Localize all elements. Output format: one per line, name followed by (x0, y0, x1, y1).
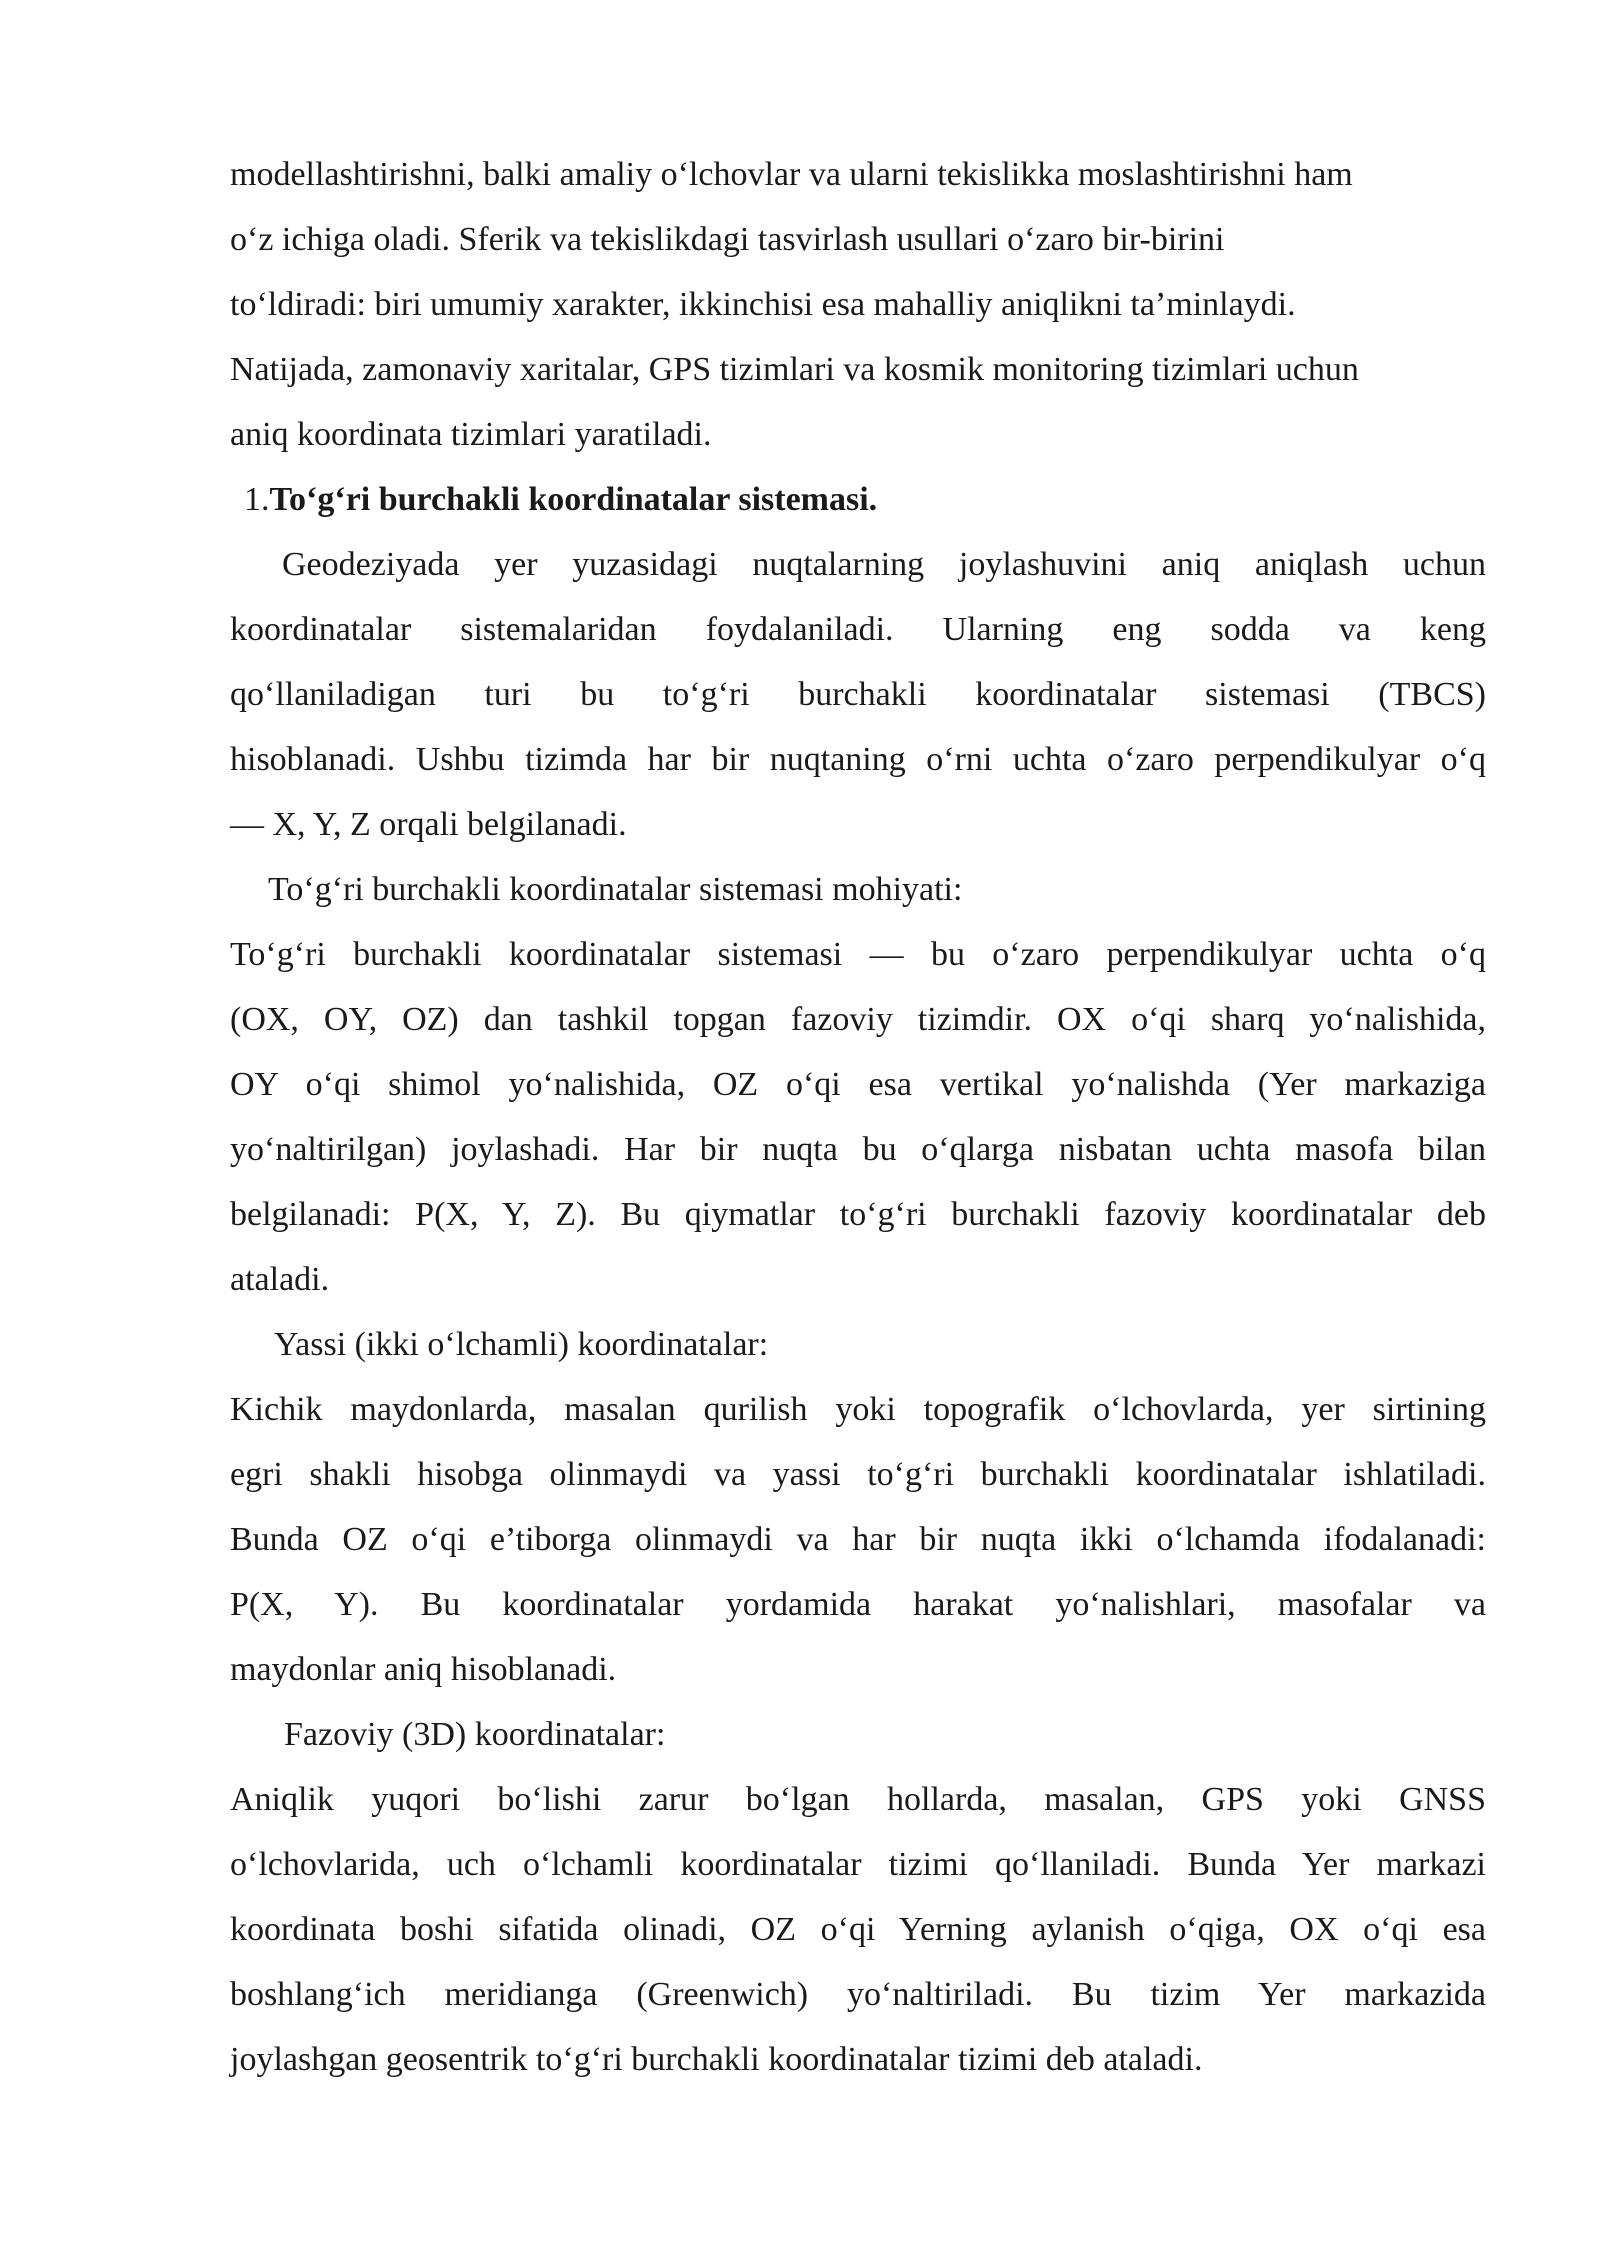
section-title: To‘g‘ri burchakli koordinatalar sistemasi. (269, 481, 878, 518)
intro-line: o‘z ichiga oladi. Sferik va tekislikdagi tasvirlash usullari o‘zaro bir-birini (230, 221, 1225, 258)
paragraph-line: Aniqlik yuqori bo‘lishi zarur bo‘lgan hollarda, masalan, GPS yoki GNSS (230, 1781, 1486, 1818)
section-number: 1. (244, 481, 270, 518)
paragraph-line: OY o‘qi shimol yo‘nalishida, OZ o‘qi esa vertikal yo‘nalishda (Yer markaziga (230, 1066, 1486, 1103)
paragraph-line: egri shakli hisobga olinmaydi va yassi to‘g‘ri burchakli koordinatalar ishlatiladi. (230, 1456, 1486, 1493)
paragraph-line: koordinatalar sistemalaridan foydalaniladi. Ularning eng sodda va keng (230, 611, 1486, 648)
paragraph-line: Geodeziyada yer yuzasidagi nuqtalarning joylashuvini aniq aniqlash uchun (282, 546, 1486, 583)
paragraph-line: ataladi. (230, 1261, 330, 1298)
paragraph-line: Bunda OZ o‘qi e’tiborga olinmaydi va har bir nuqta ikki o‘lchamda ifodalanadi: (230, 1521, 1486, 1558)
section-heading (230, 467, 1486, 532)
paragraph-line: P(X, Y). Bu koordinatalar yordamida harakat yo‘nalishlari, masofalar va (230, 1586, 1486, 1623)
document-body (230, 142, 1486, 2092)
intro-line: modellashtirishni, balki amaliy o‘lchovlar va ularni tekislikka moslashtirishni ham (230, 156, 1353, 193)
intro-line: to‘ldiradi: biri umumiy xarakter, ikkinchisi esa mahalliy aniqlikni ta’minlaydi. (230, 286, 1296, 323)
paragraph-line: (OX, OY, OZ) dan tashkil topgan fazoviy tizimdir. OX o‘qi sharq yo‘nalishida, (230, 1001, 1486, 1038)
paragraph-line: joylashgan geosentrik to‘g‘ri burchakli koordinatalar tizimi deb ataladi. (230, 2041, 1203, 2078)
paragraph-line: To‘g‘ri burchakli koordinatalar sistemasi — bu o‘zaro perpendikulyar uchta o‘q (230, 936, 1486, 973)
paragraph-line: — X, Y, Z orqali belgilanadi. (230, 806, 627, 843)
paragraph-line: belgilanadi: P(X, Y, Z). Bu qiymatlar to‘g‘ri burchakli fazoviy koordinatalar deb (230, 1196, 1486, 1233)
paragraph-line: koordinata boshi sifatida olinadi, OZ o‘qi Yerning aylanish o‘qiga, OX o‘qi esa (230, 1911, 1486, 1948)
paragraph-line: boshlang‘ich meridianga (Greenwich) yo‘naltiriladi. Bu tizim Yer markazida (230, 1976, 1486, 2013)
intro-line: Natijada, zamonaviy xaritalar, GPS tizimlari va kosmik monitoring tizimlari uchun (230, 351, 1359, 388)
paragraph-line: qo‘llaniladigan turi bu to‘g‘ri burchakli koordinatalar sistemasi (TBCS) (230, 676, 1486, 713)
subheading: Fazoviy (3D) koordinatalar: (284, 1716, 666, 1753)
paragraph-line: maydonlar aniq hisoblanadi. (230, 1651, 617, 1688)
paragraph-line: Kichik maydonlarda, masalan qurilish yoki topografik o‘lchovlarda, yer sirtining (230, 1391, 1486, 1428)
paragraph-line: hisoblanadi. Ushbu tizimda har bir nuqtaning o‘rni uchta o‘zaro perpendikulyar o‘q (230, 741, 1486, 778)
intro-line: aniq koordinata tizimlari yaratiladi. (230, 416, 712, 453)
subheading: To‘g‘ri burchakli koordinatalar sistemasi mohiyati: (268, 871, 963, 908)
paragraph-line: yo‘naltirilgan) joylashadi. Har bir nuqta bu o‘qlarga nisbatan uchta masofa bilan (230, 1131, 1486, 1168)
paragraph-line: o‘lchovlarida, uch o‘lchamli koordinatalar tizimi qo‘llaniladi. Bunda Yer markazi (230, 1846, 1486, 1883)
subheading: Yassi (ikki o‘lchamli) koordinatalar: (274, 1326, 769, 1363)
